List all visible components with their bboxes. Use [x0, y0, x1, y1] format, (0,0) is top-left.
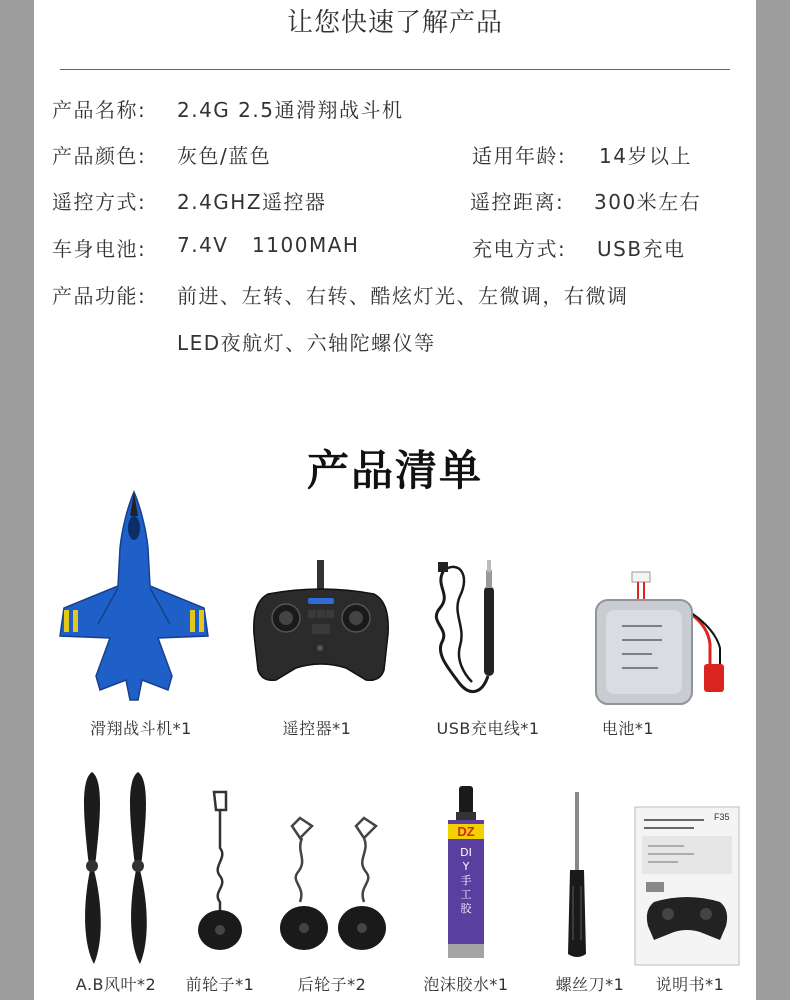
caption-front-wheel: 前轮子*1: [185, 975, 255, 994]
spec-feature-line1: 前进、左转、右转、酷炫灯光、左微调，右微调: [177, 284, 629, 308]
caption-jet: 滑翔战斗机*1: [90, 719, 192, 738]
spec-charge-value: USB充电: [597, 237, 686, 261]
intro-title: 让您快速了解产品: [286, 8, 503, 38]
spec-age-value: 14岁以上: [599, 144, 692, 168]
glue-tube-icon: [444, 784, 488, 960]
screwdriver-icon: [564, 790, 590, 960]
rear-wheel-icon: [278, 812, 390, 958]
caption-rear-wheel: 后轮子*2: [297, 975, 367, 994]
usb-cable-icon: [430, 556, 516, 706]
spec-range-value: 300米左右: [594, 190, 702, 214]
propeller-icon: [74, 770, 164, 968]
front-wheel-icon: [190, 788, 250, 952]
spec-control-value: 2.4GHZ遥控器: [177, 190, 327, 214]
spec-name-label: 产品名称:: [52, 98, 147, 122]
package-title: 产品清单: [306, 446, 483, 495]
spec-battery-label: 车身电池:: [52, 237, 147, 261]
glue-brand: DZ: [448, 824, 484, 839]
caption-glue: 泡沫胶水*1: [423, 975, 509, 994]
caption-screwdriver: 螺丝刀*1: [555, 975, 625, 994]
caption-propeller: A.B风叶*2: [75, 975, 157, 994]
glue-label: DIY手工胶: [460, 846, 472, 915]
battery-icon: [592, 566, 728, 708]
manual-icon: [634, 806, 740, 966]
spec-battery-value: 7.4V 1100MAH: [177, 233, 360, 257]
spec-feature-label: 产品功能:: [52, 284, 147, 308]
jet-icon: [54, 488, 214, 710]
spec-color-value: 灰色/蓝色: [177, 144, 272, 168]
product-detail-panel: [34, 0, 756, 1000]
spec-age-label: 适用年龄:: [472, 144, 567, 168]
caption-usb: USB充电线*1: [436, 719, 540, 738]
caption-manual: 说明书*1: [655, 975, 725, 994]
spec-color-label: 产品颜色:: [52, 144, 147, 168]
manual-model: F35: [714, 812, 730, 822]
spec-range-label: 遥控距离:: [470, 190, 565, 214]
remote-controller-icon: [250, 558, 392, 684]
spec-name-value: 2.4G 2.5通滑翔战斗机: [177, 98, 404, 122]
spec-control-label: 遥控方式:: [52, 190, 147, 214]
caption-battery: 电池*1: [601, 719, 655, 738]
divider: [60, 69, 730, 70]
spec-feature-line2: LED夜航灯、六轴陀螺仪等: [177, 331, 436, 355]
caption-remote: 遥控器*1: [282, 719, 352, 738]
spec-charge-label: 充电方式:: [472, 237, 567, 261]
